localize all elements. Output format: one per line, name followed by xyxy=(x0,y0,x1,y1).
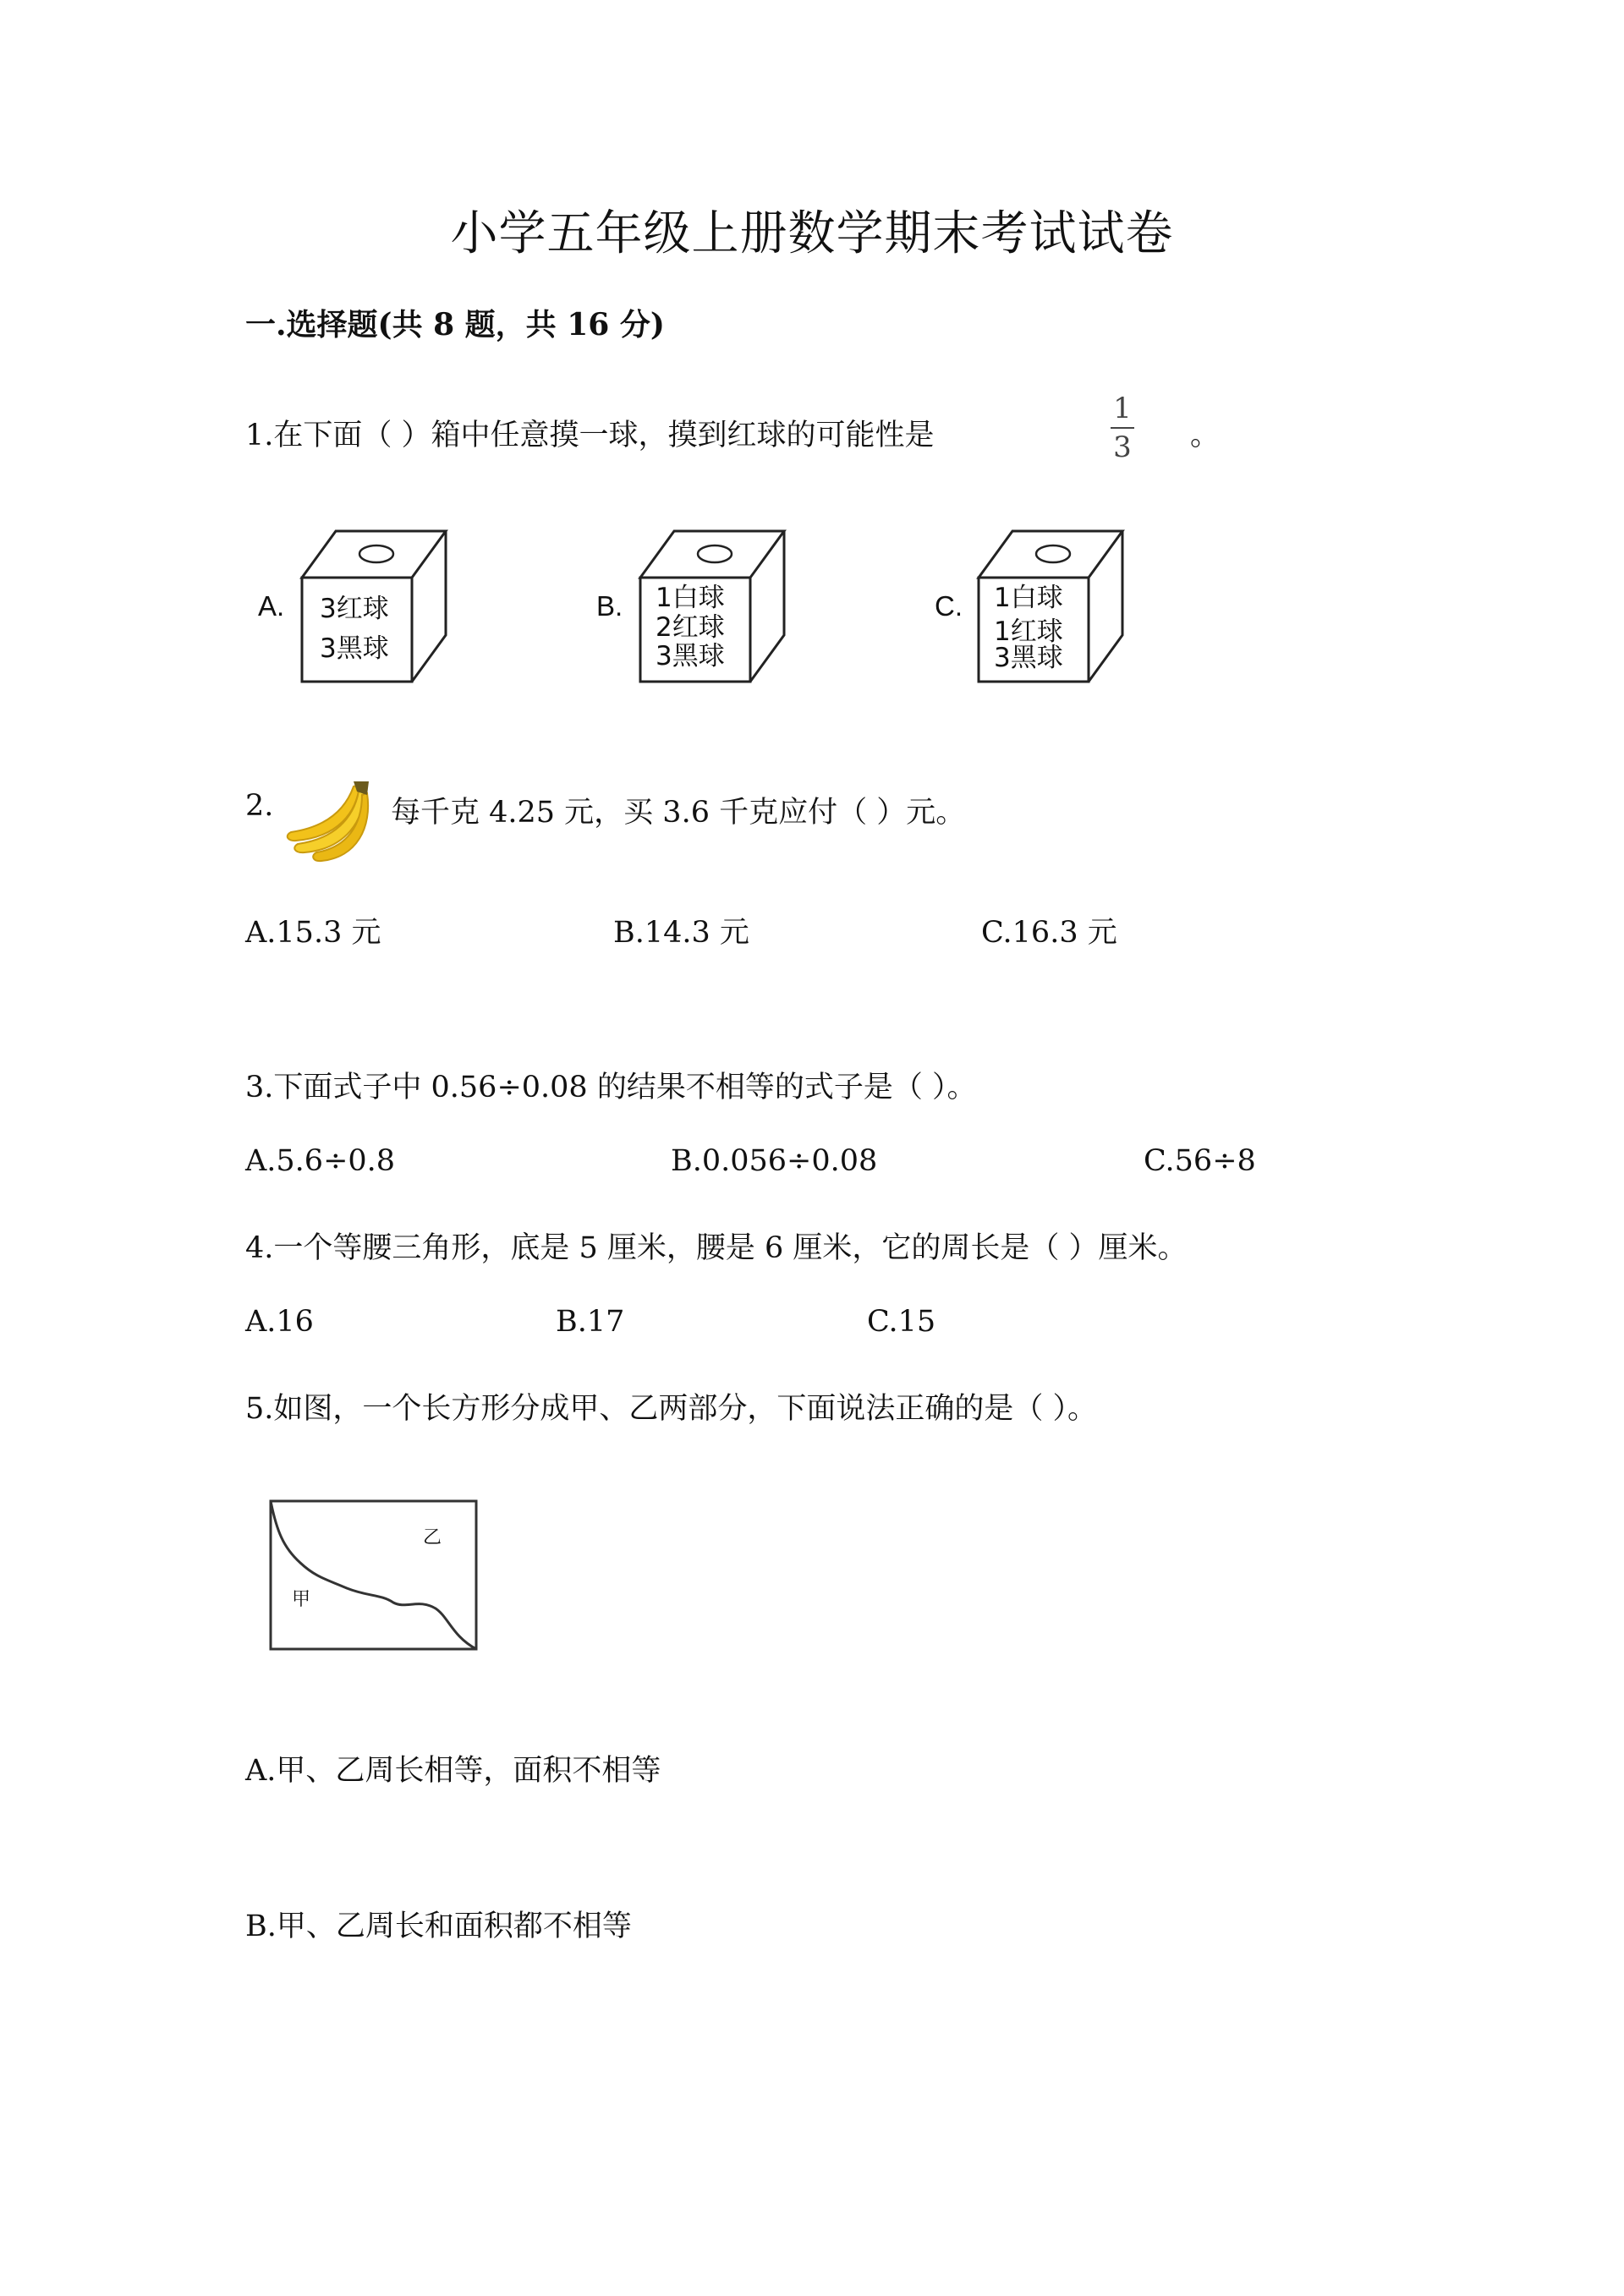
box-c-line-1: 1白球 xyxy=(994,583,1063,613)
region-yi-label: 乙 xyxy=(423,1527,442,1548)
fraction-numerator: 1 xyxy=(1113,392,1132,425)
box-a-line-2: 3黑球 xyxy=(320,633,389,664)
question-5-option-a: A.甲、乙周长相等，面积不相等 xyxy=(245,1754,661,1788)
question-4-option-b: B.17 xyxy=(556,1305,625,1339)
box-option-c xyxy=(930,524,1133,693)
box-option-a xyxy=(254,524,457,693)
box-b-line-1: 1白球 xyxy=(656,583,725,613)
question-3-option-a: A.5.6÷0.8 xyxy=(245,1144,396,1178)
box-a-label: A. xyxy=(258,590,285,622)
banana-image xyxy=(279,778,381,863)
question-4-option-c: C.15 xyxy=(867,1305,936,1339)
box-c-line-2: 1红球 xyxy=(994,616,1063,647)
rectangle-divided-figure xyxy=(266,1497,486,1658)
question-2-number: 2. xyxy=(245,789,274,823)
box-a-line-1: 3红球 xyxy=(320,594,389,624)
region-jia-label: 甲 xyxy=(292,1589,311,1610)
fraction-denominator: 3 xyxy=(1113,430,1132,464)
question-3-option-b: B.0.056÷0.08 xyxy=(671,1144,878,1178)
box-b-label: B. xyxy=(596,590,623,622)
section-heading: 一.选择题(共 8 题，共 16 分) xyxy=(245,307,665,342)
fraction-bar xyxy=(1111,427,1134,429)
question-3-text: 3.下面式子中 0.56÷0.08 的结果不相等的式子是（ ）。 xyxy=(245,1071,977,1104)
question-5-text: 5.如图，一个长方形分成甲、乙两部分，下面说法正确的是（ ）。 xyxy=(245,1392,1098,1426)
box-c-line-3: 3黑球 xyxy=(994,643,1063,673)
box-b-line-3: 3黑球 xyxy=(656,641,725,671)
question-4-option-a: A.16 xyxy=(245,1305,314,1339)
question-1-text: 1.在下面（ ）箱中任意摸一球，摸到红球的可能性是 xyxy=(245,419,935,452)
question-4-text: 4.一个等腰三角形，底是 5 厘米，腰是 6 厘米，它的周长是（ ）厘米。 xyxy=(245,1231,1188,1265)
page-title: 小学五年级上册数学期末考试试卷 xyxy=(450,206,1174,261)
question-2-text: 每千克 4.25 元，买 3.6 千克应付（ ）元。 xyxy=(391,796,966,830)
box-option-b xyxy=(592,524,795,693)
question-5-option-b: B.甲、乙周长和面积都不相等 xyxy=(245,1910,632,1943)
question-1-end: 。 xyxy=(1190,419,1221,452)
box-b-line-2: 2红球 xyxy=(656,612,725,643)
fraction-one-third xyxy=(1106,392,1139,464)
question-2-option-b: B.14.3 元 xyxy=(613,916,749,950)
question-3-option-c: C.56÷8 xyxy=(1144,1144,1256,1178)
question-2-option-c: C.16.3 元 xyxy=(981,916,1117,950)
question-2-option-a: A.15.3 元 xyxy=(245,916,381,950)
box-c-label: C. xyxy=(935,590,963,622)
